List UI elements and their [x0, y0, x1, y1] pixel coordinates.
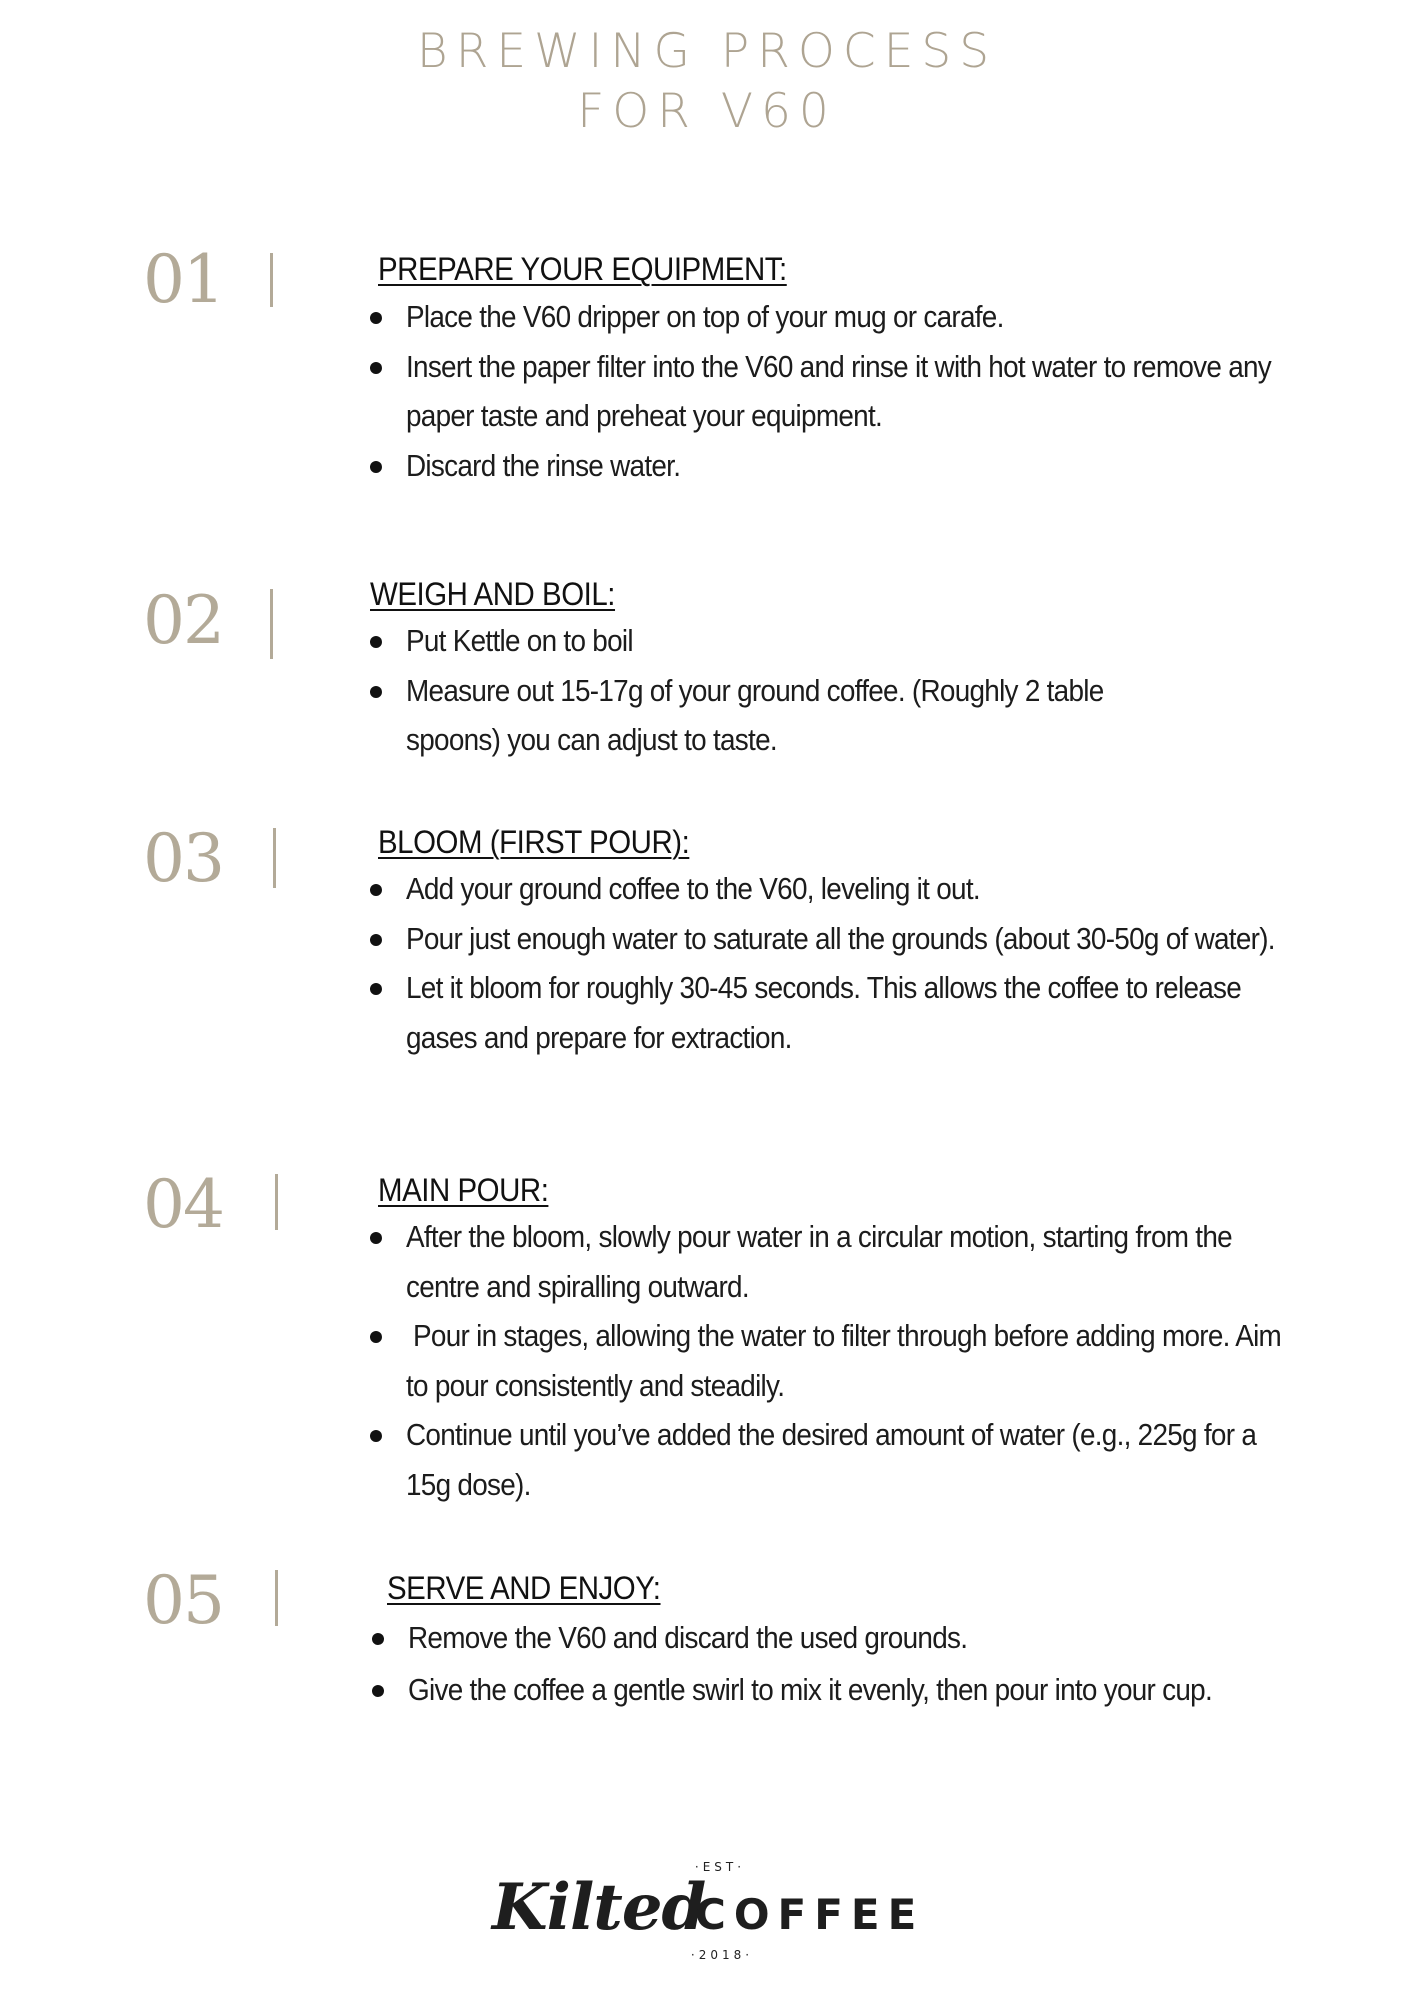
bullet-icon [370, 461, 382, 473]
logo-script-wordmark: Kilted [492, 1870, 706, 1945]
step-number: 04 [143, 1166, 223, 1243]
step-number: 05 [143, 1562, 223, 1639]
bullet-icon [370, 636, 382, 648]
list-item: Continue until you’ve added the desired amount of water (e.g., 225g for a 15g dose). [368, 1410, 1288, 1509]
title-line-2: FOR V60 [577, 84, 837, 139]
list-item: Remove the V60 and discard the used grounds. [370, 1612, 1290, 1664]
bullet-icon [372, 1685, 384, 1697]
list-item: Insert the paper filter into the V60 and rinse it with hot water to remove any paper taste and preheat your equipment. [368, 342, 1288, 441]
list-item: Pour just enough water to saturate all the grounds (about 30-50g of water). [368, 914, 1288, 964]
step-divider [270, 253, 273, 307]
bullet-icon [370, 1232, 382, 1244]
list-item: Give the coffee a gentle swirl to mix it evenly, then pour into your cup. [370, 1664, 1290, 1716]
bullet-icon [370, 983, 382, 995]
list-item: Add your ground coffee to the V60, leveling it out. [368, 864, 1288, 914]
step-heading: BLOOM (FIRST POUR): [378, 824, 690, 860]
bullet-icon [370, 1430, 382, 1442]
page-title [0, 22, 1414, 142]
list-item: Discard the rinse water. [368, 441, 1288, 491]
logo-year: ·2018· [690, 1948, 754, 1962]
bullet-icon [370, 884, 382, 896]
step-heading: WEIGH AND BOIL: [370, 576, 616, 612]
list-item: Place the V60 dripper on top of your mug or carafe. [368, 292, 1288, 342]
step-number: 03 [143, 820, 223, 897]
bullet-icon [372, 1633, 384, 1645]
step-bullet-list [368, 1212, 1288, 1509]
list-item: Let it bloom for roughly 30-45 seconds. This allows the coffee to release gases and prepare for extraction. [368, 963, 1288, 1062]
step-bullet-list [368, 616, 1288, 765]
list-item: Measure out 15-17g of your ground coffee. (Roughly 2 table spoons) you can adjust to taste. [368, 666, 1288, 765]
step-number: 01 [143, 241, 223, 318]
kilted-coffee-logo [480, 1850, 940, 1980]
step-heading: SERVE AND ENJOY: [387, 1570, 661, 1606]
logo-block-wordmark: COFFEE [695, 1890, 925, 1939]
step-heading: MAIN POUR: [378, 1172, 549, 1208]
step-bullet-list [370, 1612, 1290, 1716]
step-divider [275, 1174, 278, 1230]
bullet-icon [370, 312, 382, 324]
bullet-icon [370, 362, 382, 374]
step-divider [275, 1570, 278, 1626]
bullet-icon [370, 686, 382, 698]
bullet-icon [370, 934, 382, 946]
title-line-1: BREWING PROCESS [416, 24, 998, 79]
step-bullet-list [368, 292, 1288, 490]
step-heading: PREPARE YOUR EQUIPMENT: [378, 251, 787, 287]
logo-est: ·EST· [694, 1860, 746, 1874]
step-bullet-list [368, 864, 1288, 1062]
step-divider [273, 828, 276, 888]
bullet-icon [370, 1331, 382, 1343]
list-item: Put Kettle on to boil [368, 616, 1288, 666]
list-item: Pour in stages, allowing the water to filter through before adding more. Aim to pour consistently and steadily. [368, 1311, 1288, 1410]
step-number: 02 [143, 582, 223, 659]
list-item: After the bloom, slowly pour water in a circular motion, starting from the centre and spiralling outward. [368, 1212, 1288, 1311]
step-divider [270, 589, 273, 659]
